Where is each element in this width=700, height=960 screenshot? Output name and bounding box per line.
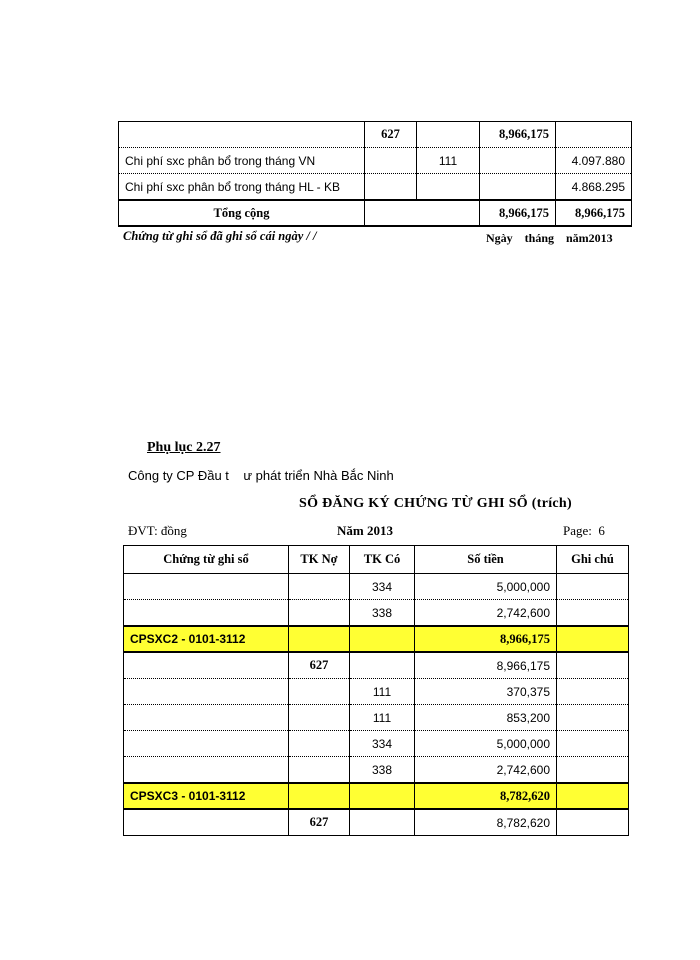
row-note (556, 122, 632, 148)
header-note: Ghi chú (557, 546, 629, 574)
row-voucher (124, 731, 289, 757)
table-row (124, 731, 629, 757)
signature-date: Ngày tháng năm2013 (486, 231, 613, 245)
row-credit-account (350, 783, 415, 809)
row-debit-account: 627 (289, 652, 350, 679)
row-debit-account (289, 679, 350, 705)
row-credit-account (417, 174, 480, 201)
row-credit-account (417, 122, 480, 148)
header-voucher: Chứng từ ghi sổ (124, 546, 289, 574)
row-amount: 853,200 (415, 705, 557, 731)
row-voucher: CPSXC3 - 0101-3112 (124, 783, 289, 809)
row-credit-account: 111 (350, 679, 415, 705)
row-note (557, 705, 629, 731)
row-voucher (124, 705, 289, 731)
row-amount: 2,742,600 (415, 757, 557, 784)
row-amount: 8,966,175 (480, 122, 556, 148)
row-voucher (124, 574, 289, 600)
row-debit-account (289, 757, 350, 784)
header-amount: Số tiền (415, 546, 557, 574)
voucher-register-table (123, 545, 629, 836)
register-heading: SỔ ĐĂNG KÝ CHỨNG TỪ GHI SỔ (trích) (299, 496, 572, 511)
row-credit-account: 338 (350, 600, 415, 627)
table-row (124, 600, 629, 627)
row-amount: 8,782,620 (415, 783, 557, 809)
row-voucher (124, 600, 289, 627)
row-debit-account (289, 574, 350, 600)
row-note (557, 731, 629, 757)
header-debit-account: TK Nợ (289, 546, 350, 574)
row-amount (480, 174, 556, 201)
row-amount: 5,000,000 (415, 574, 557, 600)
row-note (557, 757, 629, 784)
total-empty-cell (365, 200, 480, 226)
row-debit-account: 627 (365, 122, 417, 148)
table-row (124, 652, 629, 679)
header-credit-account: TK Có (350, 546, 415, 574)
row-debit-account (289, 731, 350, 757)
table-row (124, 574, 629, 600)
table-row (119, 174, 632, 201)
row-credit-account: 111 (350, 705, 415, 731)
company-name: Công ty CP Đầu t ư phát triển Nhà Bắc Ninh (128, 468, 394, 483)
row-note (557, 652, 629, 679)
row-description: Chi phí sxc phân bổ trong tháng VN (119, 148, 365, 174)
row-note: 4.097.880 (556, 148, 632, 174)
row-description (119, 122, 365, 148)
row-debit-account: 627 (289, 809, 350, 836)
row-debit-account (365, 148, 417, 174)
row-credit-account (350, 626, 415, 652)
row-voucher (124, 809, 289, 836)
row-amount: 370,375 (415, 679, 557, 705)
register-year: Năm 2013 (337, 523, 393, 538)
row-voucher: CPSXC2 - 0101-3112 (124, 626, 289, 652)
row-note (557, 783, 629, 809)
row-voucher (124, 679, 289, 705)
appendix-title: Phụ lục 2.27 (147, 440, 221, 455)
row-amount: 8,782,620 (415, 809, 557, 836)
journal-voucher-table (118, 121, 632, 227)
row-note: 4.868.295 (556, 174, 632, 201)
row-description: Chi phí sxc phân bổ trong tháng HL - KB (119, 174, 365, 201)
row-voucher (124, 652, 289, 679)
row-note (557, 679, 629, 705)
row-debit-account (365, 174, 417, 201)
row-debit-account (289, 626, 350, 652)
table-row (124, 705, 629, 731)
total-amount: 8,966,175 (480, 200, 556, 226)
total-row (119, 200, 632, 226)
total-label: Tổng cộng (119, 200, 365, 226)
row-note (557, 574, 629, 600)
voucher-row (124, 783, 629, 809)
row-amount: 2,742,600 (415, 600, 557, 627)
row-debit-account (289, 600, 350, 627)
table-row (124, 809, 629, 836)
page-number: Page: 6 (563, 523, 605, 538)
row-amount: 8,966,175 (415, 652, 557, 679)
row-amount (480, 148, 556, 174)
row-credit-account (350, 809, 415, 836)
voucher-row (124, 626, 629, 652)
row-note (557, 626, 629, 652)
table-row (124, 679, 629, 705)
currency-unit: ĐVT: đồng (128, 523, 187, 538)
row-credit-account: 338 (350, 757, 415, 784)
row-amount: 5,000,000 (415, 731, 557, 757)
row-amount: 8,966,175 (415, 626, 557, 652)
row-credit-account: 334 (350, 574, 415, 600)
table-row (124, 757, 629, 784)
row-debit-account (289, 783, 350, 809)
table-header-row (124, 546, 629, 574)
row-note (557, 600, 629, 627)
posted-to-ledger-note: Chứng từ ghi sổ đã ghi sổ cái ngày / / (123, 229, 317, 243)
row-debit-account (289, 705, 350, 731)
row-note (557, 809, 629, 836)
table-row (119, 122, 632, 148)
row-voucher (124, 757, 289, 784)
row-credit-account (350, 652, 415, 679)
table-row (119, 148, 632, 174)
total-note: 8,966,175 (556, 200, 632, 226)
row-credit-account: 111 (417, 148, 480, 174)
row-credit-account: 334 (350, 731, 415, 757)
